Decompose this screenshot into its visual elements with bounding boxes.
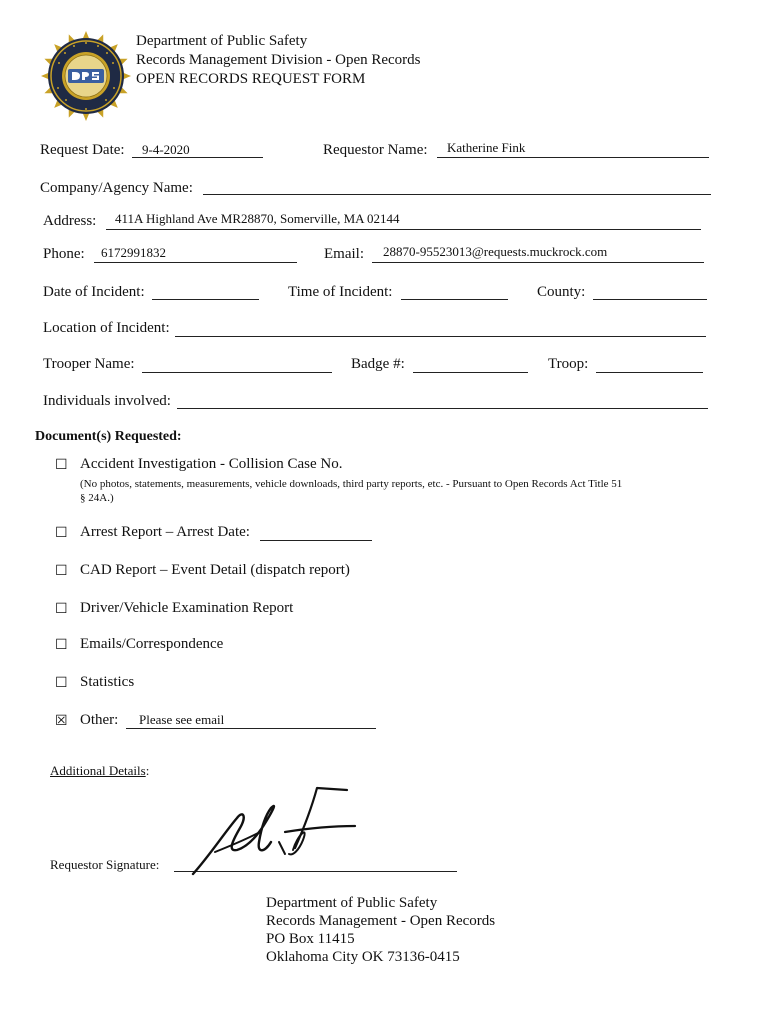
county-field[interactable] (593, 299, 707, 300)
arrest-checkbox[interactable]: ☐ (55, 526, 68, 541)
other-field[interactable] (126, 728, 376, 729)
additional-details-colon: : (145, 763, 150, 778)
requestor-name-field[interactable] (437, 157, 709, 158)
signature-scrawl-icon (185, 780, 365, 880)
requestor-name-value: Katherine Fink (447, 140, 526, 155)
statistics-label: Statistics (80, 674, 135, 690)
date-of-incident-label: Date of Incident: (43, 284, 145, 300)
county-label: County: (537, 284, 586, 300)
arrest-date-field[interactable] (260, 540, 372, 541)
address-label: Address: (43, 213, 97, 229)
header-line-2: Records Management Division - Open Records (136, 52, 421, 68)
accident-checkbox[interactable]: ☐ (55, 458, 68, 473)
phone-label: Phone: (43, 246, 85, 262)
cad-label: CAD Report – Event Detail (dispatch report) (80, 562, 350, 578)
other-label: Other: (80, 712, 119, 728)
time-of-incident-label: Time of Incident: (288, 284, 393, 300)
cad-checkbox[interactable]: ☐ (55, 564, 68, 579)
accident-label: Accident Investigation - Collision Case No. (80, 456, 343, 472)
badge-field[interactable] (413, 372, 528, 373)
footer-line-4: Oklahoma City OK 73136-0415 (266, 949, 460, 965)
individuals-label: Individuals involved: (43, 393, 171, 409)
date-of-incident-field[interactable] (152, 299, 259, 300)
emails-label: Emails/Correspondence (80, 636, 224, 652)
seal-icon (40, 30, 132, 122)
footer-line-1: Department of Public Safety (266, 895, 438, 911)
handwritten-signature (185, 780, 365, 880)
phone-value: 6172991832 (101, 245, 166, 260)
accident-note-line-1: (No photos, statements, measurements, vehicle downloads, third party reports, etc. - Pursuant to Open Records Act Title 51 (80, 478, 623, 490)
additional-details-text: Additional Details (50, 763, 146, 778)
address-value: 411A Highland Ave MR28870, Somerville, MA 02144 (115, 211, 400, 226)
troop-label: Troop: (548, 356, 589, 372)
location-label: Location of Incident: (43, 320, 170, 336)
email-field[interactable] (372, 262, 704, 263)
trooper-name-label: Trooper Name: (43, 356, 135, 372)
phone-field[interactable] (94, 262, 297, 263)
documents-requested-heading: Document(s) Requested: (35, 429, 182, 444)
email-value: 28870-95523013@requests.muckrock.com (383, 244, 608, 259)
company-label: Company/Agency Name: (40, 180, 193, 196)
footer-line-3: PO Box 11415 (266, 931, 355, 947)
signature-label: Requestor Signature: (50, 857, 160, 872)
company-field[interactable] (203, 194, 711, 195)
trooper-name-field[interactable] (142, 372, 332, 373)
accident-note-line-2: § 24A.) (80, 492, 114, 504)
footer-line-2: Records Management - Open Records (266, 913, 496, 929)
troop-field[interactable] (596, 372, 703, 373)
request-date-label: Request Date: (40, 142, 125, 158)
additional-details-label (50, 763, 149, 779)
address-field[interactable] (106, 229, 701, 230)
dps-seal-logo (40, 30, 132, 122)
badge-label: Badge #: (351, 356, 405, 372)
location-field[interactable] (175, 336, 706, 337)
statistics-checkbox[interactable]: ☐ (55, 676, 68, 691)
time-of-incident-field[interactable] (401, 299, 508, 300)
individuals-field[interactable] (177, 408, 708, 409)
request-date-value: 9-4-2020 (142, 142, 190, 157)
driver-checkbox[interactable]: ☐ (55, 602, 68, 617)
arrest-label: Arrest Report – Arrest Date: (80, 524, 250, 540)
other-checkbox[interactable]: ☒ (55, 714, 68, 729)
header-line-3: OPEN RECORDS REQUEST FORM (136, 71, 366, 87)
other-value: Please see email (139, 712, 225, 727)
requestor-name-label: Requestor Name: (323, 142, 428, 158)
email-label: Email: (324, 246, 364, 262)
header-line-1: Department of Public Safety (136, 33, 308, 49)
emails-checkbox[interactable]: ☐ (55, 638, 68, 653)
driver-label: Driver/Vehicle Examination Report (80, 600, 294, 616)
